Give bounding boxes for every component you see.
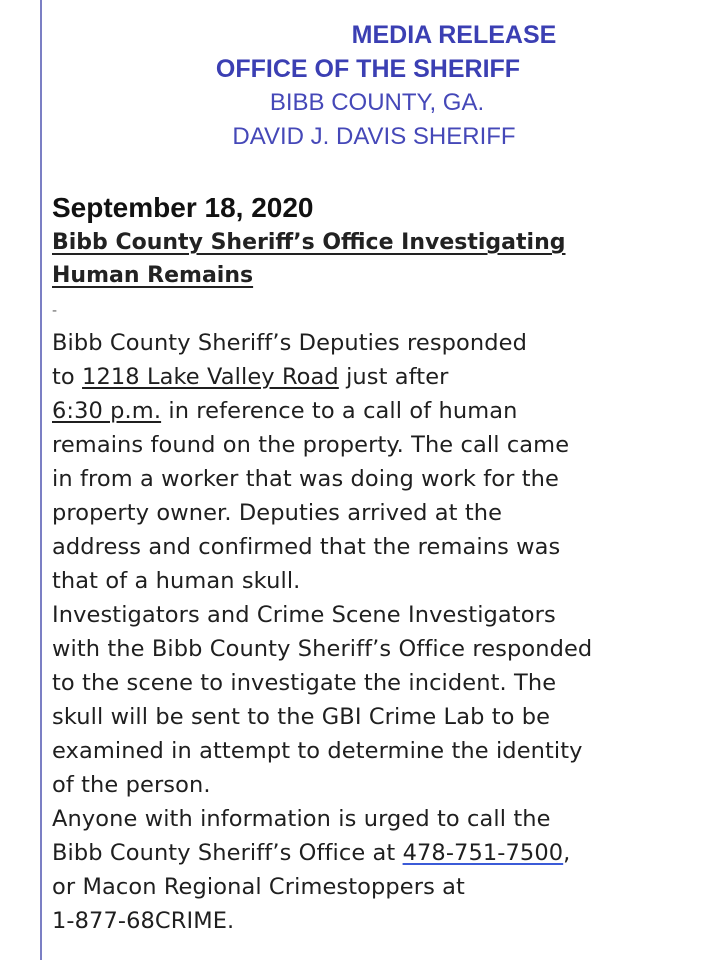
body-line: in from a worker that was doing work for the xyxy=(52,466,559,492)
body-line: that of a human skull. xyxy=(52,568,301,594)
headline-line-2: Human Remains xyxy=(52,263,254,288)
phone-link[interactable]: 478-751-7500 xyxy=(402,840,564,866)
release-date: September 18, 2020 xyxy=(52,192,314,223)
body-line xyxy=(52,394,682,428)
body-line: Investigators and Crime Scene Investigators xyxy=(52,602,556,628)
body-line: of the person. xyxy=(52,772,211,798)
body-text: just after xyxy=(338,364,449,390)
body-line xyxy=(52,360,682,394)
separator-dash: - xyxy=(52,303,58,319)
body-line: with the Bibb County Sheriff’s Office responded xyxy=(52,636,593,662)
body-line xyxy=(52,836,682,870)
release-content xyxy=(52,190,682,938)
body-line: Bibb County Sheriff’s Deputies responded xyxy=(52,330,527,356)
headline-line-1: Bibb County Sheriff’s Office Investigating xyxy=(52,230,566,255)
body-line: Anyone with information is urged to call the xyxy=(52,806,551,832)
body-text: Bibb County Sheriff’s Office at xyxy=(52,840,403,866)
body-text: , xyxy=(563,840,571,866)
county-line: BIBB COUNTY, GA. xyxy=(269,89,485,116)
body-line: skull will be sent to the GBI Crime Lab to be xyxy=(52,704,551,730)
release-headline xyxy=(52,226,682,292)
release-body xyxy=(52,326,682,938)
body-text: to xyxy=(52,364,83,390)
office-title: OFFICE OF THE SHERIFF xyxy=(215,55,521,83)
time-link[interactable]: 6:30 p.m. xyxy=(52,398,162,424)
body-line: examined in attempt to determine the identity xyxy=(52,738,583,764)
sheriff-line: DAVID J. DAVIS SHERIFF xyxy=(232,123,516,150)
media-release-title: MEDIA RELEASE xyxy=(351,21,557,49)
body-line: property owner. Deputies arrived at the xyxy=(52,500,503,526)
body-line: remains found on the property. The call came xyxy=(52,432,570,458)
release-header xyxy=(42,18,622,154)
address-link[interactable]: 1218 Lake Valley Road xyxy=(82,364,339,390)
body-text: in reference to a call of human xyxy=(161,398,518,424)
body-line: to the scene to investigate the incident. The xyxy=(52,670,557,696)
body-line: or Macon Regional Crimestoppers at xyxy=(52,874,465,900)
crimestoppers-number: 1-877-68CRIME. xyxy=(52,908,235,934)
body-line: address and confirmed that the remains was xyxy=(52,534,561,560)
